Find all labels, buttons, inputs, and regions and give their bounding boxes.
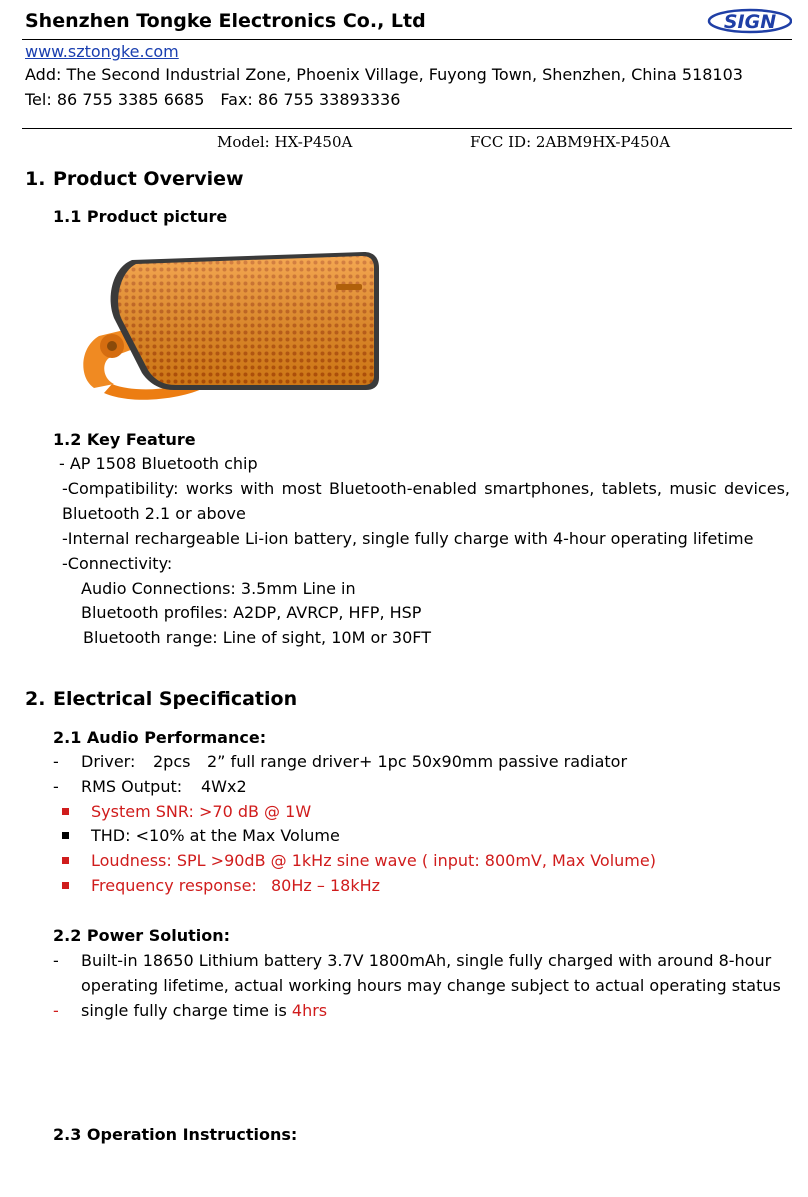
power-line-1: Built-in 18650 Lithium battery 3.7V 1800mAh, single fully charged with around 8-hour <box>81 951 772 970</box>
driver-description: 2” full range driver+ 1pc 50x90mm passive radiator <box>207 752 628 771</box>
feature-battery: -Internal rechargeable Li-ion battery, single fully charge with 4-hour operating lifetime <box>62 529 754 548</box>
contact-line <box>25 90 400 109</box>
operation-instructions-heading: 2.3 Operation Instructions: <box>53 1125 298 1144</box>
section-1-number: 1. <box>25 168 46 190</box>
model-label: Model: HX-P450A <box>217 133 353 151</box>
charge-time <box>81 1001 327 1020</box>
header-rule <box>22 39 792 40</box>
logo-text: SIGN <box>723 11 777 33</box>
power-dash: - <box>53 951 59 970</box>
fcc-id-label: FCC ID: 2ABM9HX-P450A <box>470 133 671 151</box>
snr-bullet-icon <box>62 808 69 815</box>
rms-value: 4Wx2 <box>201 777 247 796</box>
section-1-title: Product Overview <box>53 168 244 190</box>
section-rule <box>22 128 792 129</box>
thd: THD: <10% at the Max Volume <box>91 826 340 845</box>
bluetooth-profiles: Bluetooth profiles: A2DP, AVRCP, HFP, HSP <box>81 603 422 622</box>
audio-performance-heading: 2.1 Audio Performance: <box>53 728 267 747</box>
charge-value: 4hrs <box>291 1001 328 1020</box>
feature-connectivity: -Connectivity: <box>62 554 173 573</box>
section-2-number: 2. <box>25 688 46 710</box>
frequency-bullet-icon <box>62 882 69 889</box>
product-picture-heading: 1.1 Product picture <box>53 207 228 226</box>
driver-dash: - <box>53 752 59 771</box>
tel-text: Tel: 86 755 3385 6685 <box>25 90 205 109</box>
section-2-title: Electrical Specification <box>53 688 298 710</box>
feature-chip: - AP 1508 Bluetooth chip <box>59 454 258 473</box>
driver-label: Driver: <box>81 752 136 771</box>
audio-connections: Audio Connections: 3.5mm Line in <box>81 579 356 598</box>
system-snr: System SNR: >70 dB @ 1W <box>91 802 312 821</box>
website-link[interactable]: www.sztongke.com <box>25 42 179 61</box>
frequency-value: 80Hz – 18kHz <box>271 876 381 895</box>
key-feature-heading: 1.2 Key Feature <box>53 430 196 449</box>
sign-logo-icon <box>706 4 792 36</box>
charge-prefix: single fully charge time is <box>81 1001 292 1020</box>
frequency-label: Frequency response: <box>91 876 257 895</box>
company-name: Shenzhen Tongke Electronics Co., Ltd <box>25 10 426 32</box>
charge-dash: - <box>53 1001 59 1020</box>
bluetooth-range: Bluetooth range: Line of sight, 10M or 30FT <box>83 628 431 647</box>
loudness-bullet-icon <box>62 857 69 864</box>
orange-speaker-icon <box>74 238 404 416</box>
address-line: Add: The Second Industrial Zone, Phoenix Village, Fuyong Town, Shenzhen, China 518103 <box>25 65 743 84</box>
loudness: Loudness: SPL >90dB @ 1kHz sine wave ( input: 800mV, Max Volume) <box>91 851 656 870</box>
power-solution-heading: 2.2 Power Solution: <box>53 926 231 945</box>
driver-count: 2pcs <box>153 752 191 771</box>
rms-dash: - <box>53 777 59 796</box>
rms-label: RMS Output: <box>81 777 183 796</box>
power-line-2: operating lifetime, actual working hours may change subject to actual operating status <box>81 976 781 995</box>
thd-bullet-icon <box>62 832 69 839</box>
fax-text: Fax: 86 755 33893336 <box>220 90 401 109</box>
feature-compatibility-line1: -Compatibility: works with most Bluetooth-enabled smartphones, tablets, music devices, <box>62 479 790 498</box>
feature-compatibility-line2: Bluetooth 2.1 or above <box>62 504 246 523</box>
